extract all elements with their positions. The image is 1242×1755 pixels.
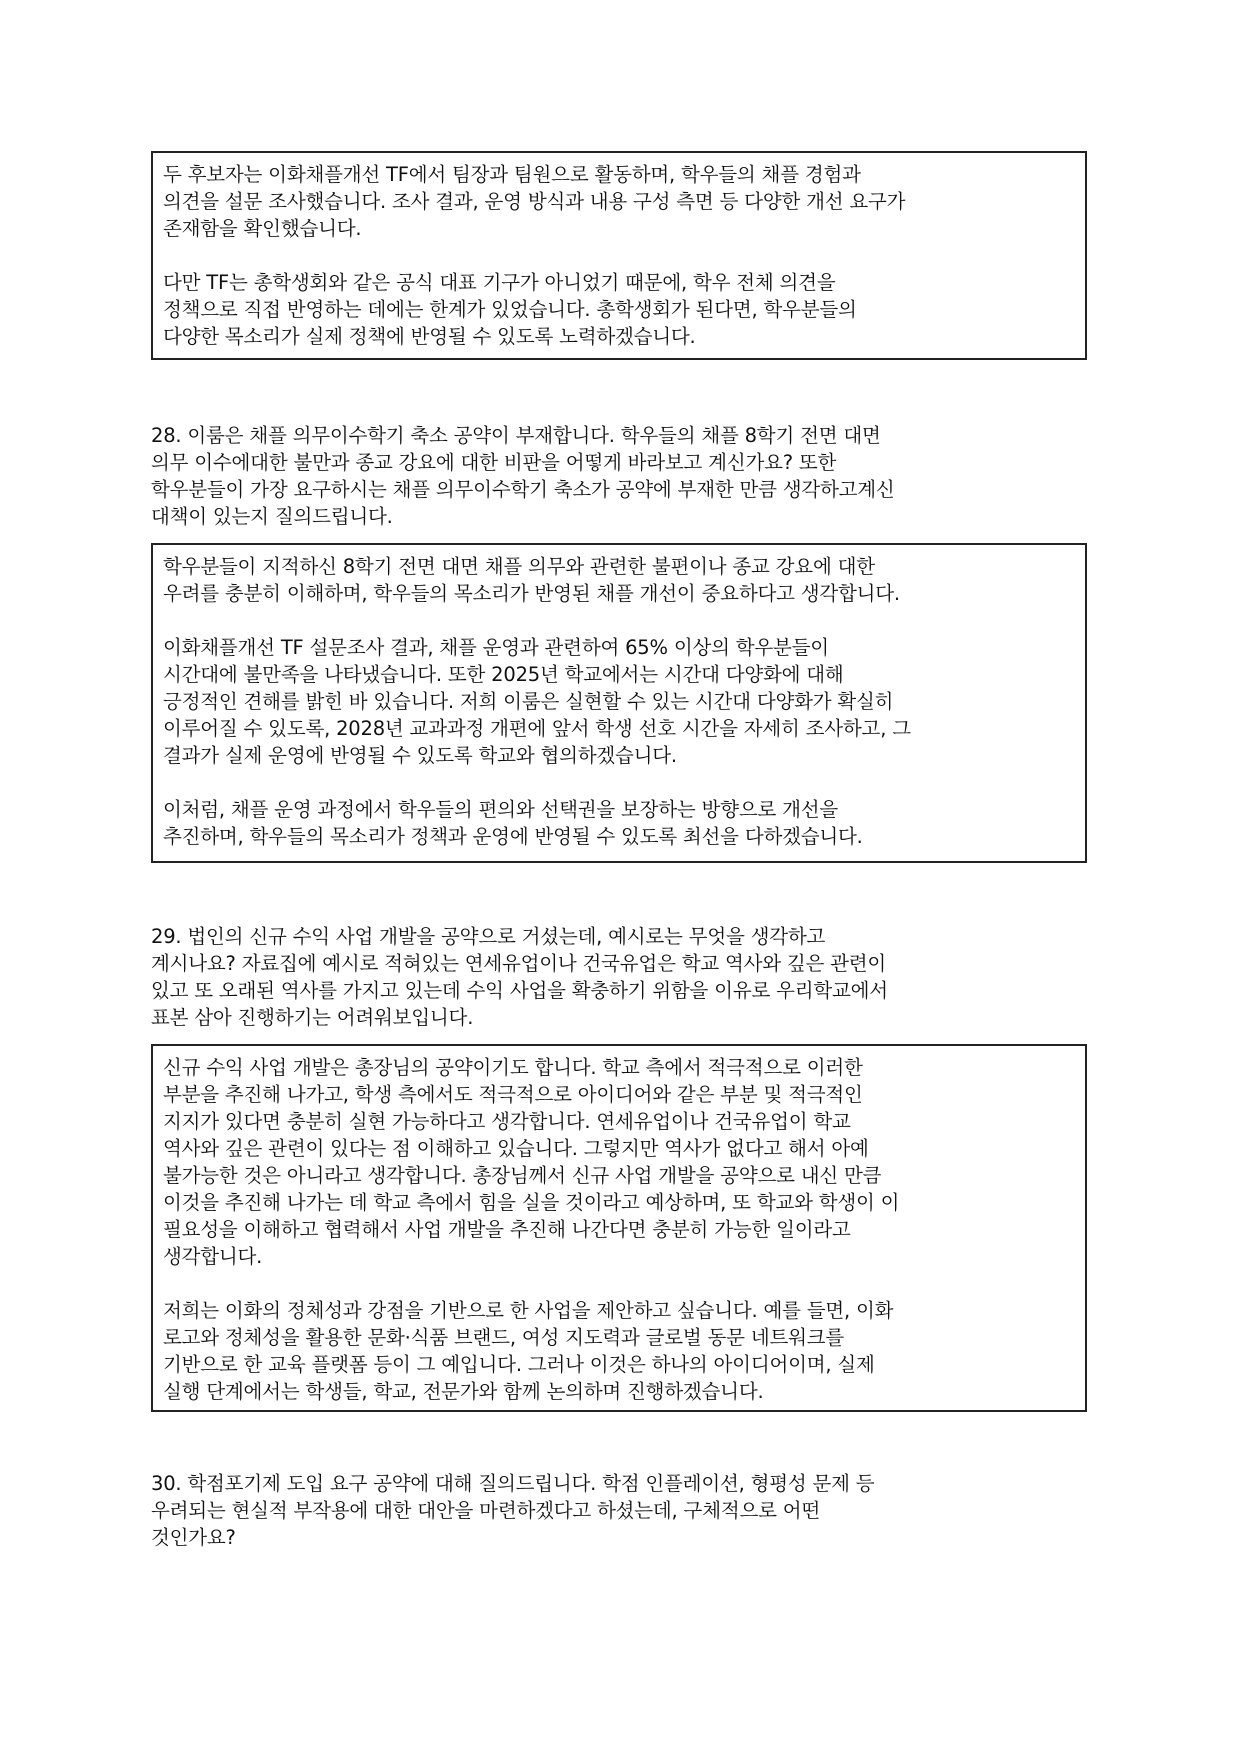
text-line: 존재함을 확인했습니다. [163, 217, 362, 240]
question-line: 30. 학점포기제 도입 요구 공약에 대해 질의드립니다. 학점 인플레이션, 형평성 문제 등 [151, 1472, 875, 1495]
text-line: 이루어질 수 있도록, 2028년 교과과정 개편에 앞서 학생 선호 시간을 자세히 조사하고, 그 [163, 717, 911, 740]
question-line: 표본 삼아 진행하기는 어려워보입니다. [151, 1006, 474, 1029]
text-line: 생각합니다. [163, 1245, 263, 1268]
question-line: 의무 이수에대한 불만과 종교 강요에 대한 비판을 어떻게 바라보고 계신가요? 또한 [151, 451, 837, 474]
text-line: 불가능한 것은 아니라고 생각합니다. 총장님께서 신규 사업 개발을 공약으로 내신 만큼 [163, 1164, 882, 1187]
text-line: 정책으로 직접 반영하는 데에는 한계가 있었습니다. 총학생회가 된다면, 학우분들의 [163, 298, 857, 321]
question-line: 것인가요? [151, 1526, 236, 1549]
text-line: 이화채플개선 TF 설문조사 결과, 채플 운영과 관련하여 65% 이상의 학우분들이 [163, 636, 829, 659]
answer-box-intro [151, 151, 1087, 360]
question-line: 대책이 있는지 질의드립니다. [151, 505, 393, 528]
question-line: 우려되는 현실적 부작용에 대한 대안을 마련하겠다고 하셨는데, 구체적으로 어떤 [151, 1499, 821, 1522]
text-line: 추진하며, 학우들의 목소리가 정책과 운영에 반영될 수 있도록 최선을 다하겠습니다. [163, 825, 863, 848]
text-line: 시간대에 불만족을 나타냈습니다. 또한 2025년 학교에서는 시간대 다양화에 대해 [163, 663, 844, 686]
question-line: 있고 또 오래된 역사를 가지고 있는데 수익 사업을 확충하기 위함을 이유로 우리학교에서 [151, 979, 888, 1002]
text-line: 실행 단계에서는 학생들, 학교, 전문가와 함께 논의하며 진행하겠습니다. [163, 1380, 764, 1403]
text-line: 부분을 추진해 나가고, 학생 측에서도 적극적으로 아이디어와 같은 부분 및 적극적인 [163, 1083, 863, 1106]
text-line: 이것을 추진해 나가는 데 학교 측에서 힘을 실을 것이라고 예상하며, 또 학교와 학생이 이 [163, 1191, 900, 1214]
text-line: 기반으로 한 교육 플랫폼 등이 그 예입니다. 그러나 이것은 하나의 아이디어이며, 실제 [163, 1353, 875, 1376]
question-29 [151, 923, 1091, 1031]
text-line: 다양한 목소리가 실제 정책에 반영될 수 있도록 노력하겠습니다. [163, 325, 696, 348]
text-line: 두 후보자는 이화채플개선 TF에서 팀장과 팀원으로 활동하며, 학우들의 채플 경험과 [163, 163, 861, 186]
answer-box-28 [151, 543, 1087, 863]
answer-box-29 [151, 1044, 1087, 1412]
question-line: 28. 이룸은 채플 의무이수학기 축소 공약이 부재합니다. 학우들의 채플 8학기 전면 대면 [151, 424, 881, 447]
text-line: 신규 수익 사업 개발은 총장님의 공약이기도 합니다. 학교 측에서 적극적으로 이러한 [163, 1056, 863, 1079]
question-30 [151, 1470, 1091, 1551]
text-line: 저희는 이화의 정체성과 강점을 기반으로 한 사업을 제안하고 싶습니다. 예를 들면, 이화 [163, 1299, 894, 1322]
text-line: 지지가 있다면 충분히 실현 가능하다고 생각합니다. 연세유업이나 건국유업이 학교 [163, 1110, 851, 1133]
question-line: 학우분들이 가장 요구하시는 채플 의무이수학기 축소가 공약에 부재한 만큼 생각하고계신 [151, 478, 895, 501]
text-line: 필요성을 이해하고 협력해서 사업 개발을 추진해 나간다면 충분히 가능한 일이라고 [163, 1218, 851, 1241]
text-line: 의견을 설문 조사했습니다. 조사 결과, 운영 방식과 내용 구성 측면 등 다양한 개선 요구가 [163, 190, 906, 213]
question-28 [151, 422, 1091, 530]
text-line: 역사와 깊은 관련이 있다는 점 이해하고 있습니다. 그렇지만 역사가 없다고 해서 아예 [163, 1137, 869, 1160]
text-line: 로고와 정체성을 활용한 문화·식품 브랜드, 여성 지도력과 글로벌 동문 네트워크를 [163, 1326, 845, 1349]
text-line: 다만 TF는 총학생회와 같은 공식 대표 기구가 아니었기 때문에, 학우 전체 의견을 [163, 271, 836, 294]
text-line: 이처럼, 채플 운영 과정에서 학우들의 편의와 선택권을 보장하는 방향으로 개선을 [163, 798, 839, 821]
question-line: 29. 법인의 신규 수익 사업 개발을 공약으로 거셨는데, 예시로는 무엇을 생각하고 [151, 925, 826, 948]
text-line: 우려를 충분히 이해하며, 학우들의 목소리가 반영된 채플 개선이 중요하다고 생각합니다. [163, 582, 900, 605]
text-line: 긍정적인 견해를 밝힌 바 있습니다. 저희 이룸은 실현할 수 있는 시간대 다양화가 확실히 [163, 690, 894, 713]
text-line: 결과가 실제 운영에 반영될 수 있도록 학교와 협의하겠습니다. [163, 744, 677, 767]
text-line: 학우분들이 지적하신 8학기 전면 대면 채플 의무와 관련한 불편이나 종교 강요에 대한 [163, 555, 875, 578]
question-line: 계시나요? 자료집에 예시로 적혀있는 연세유업이나 건국유업은 학교 역사와 깊은 관련이 [151, 952, 887, 975]
